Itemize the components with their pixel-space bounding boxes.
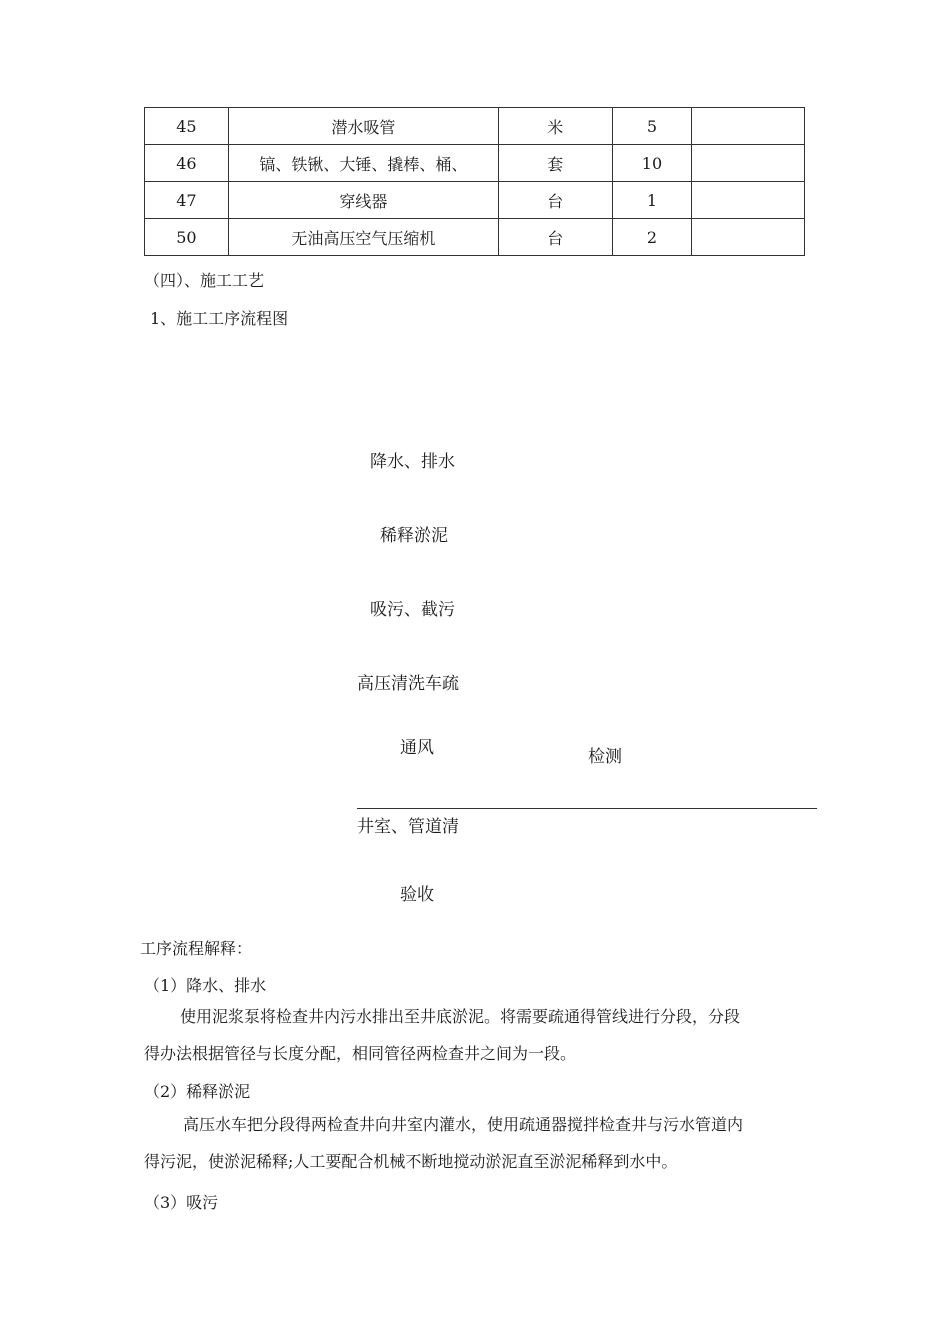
row-number: 47 <box>145 182 229 219</box>
equipment-unit: 套 <box>498 145 612 182</box>
row-number: 50 <box>145 219 229 256</box>
step-1-text-line-2: 得办法根据管径与长度分配，相同管径两检查井之间为一段。 <box>144 1044 577 1063</box>
flow-step-suction: 吸污、截污 <box>370 600 455 620</box>
row-number: 45 <box>145 108 229 145</box>
flow-step-dewatering: 降水、排水 <box>370 452 455 472</box>
equipment-unit: 台 <box>498 182 612 219</box>
equipment-name: 镐、铁锹、大锤、撬棒、桶、 <box>228 145 498 182</box>
flowchart-heading: 1、施工工序流程图 <box>150 309 289 328</box>
flow-step-jetting: 高压清洗车疏 <box>357 674 459 694</box>
equipment-note <box>692 108 805 145</box>
equipment-name: 穿线器 <box>228 182 498 219</box>
equipment-name: 潜水吸管 <box>228 108 498 145</box>
flow-step-ventilation: 通风 <box>400 738 434 758</box>
section-heading: （四）、施工工艺 <box>144 271 265 290</box>
equipment-note <box>692 182 805 219</box>
row-number: 46 <box>145 145 229 182</box>
step-1-text-line-1: 使用泥浆泵将检查井内污水排出至井底淤泥。将需要疏通得管线进行分段，分段 <box>180 1007 741 1026</box>
equipment-table <box>144 107 805 256</box>
flow-step-dilute-sludge: 稀释淤泥 <box>380 526 448 546</box>
table-row <box>145 219 805 256</box>
equipment-quantity: 1 <box>612 182 692 219</box>
equipment-unit: 台 <box>498 219 612 256</box>
equipment-note <box>692 219 805 256</box>
equipment-quantity: 5 <box>612 108 692 145</box>
step-2-text-line-2: 得污泥，使淤泥稀释;人工要配合机械不断地搅动淤泥直至淤泥稀释到水中。 <box>144 1152 678 1171</box>
step-2-text-line-1: 高压水车把分段得两检查井向井室内灌水，使用疏通器搅拌检查井与污水管道内 <box>183 1115 744 1134</box>
equipment-name: 无油高压空气压缩机 <box>228 219 498 256</box>
table-row <box>145 182 805 219</box>
explanation-title: 工序流程解释： <box>140 939 253 958</box>
flow-step-cleaning: 井室、管道清 <box>357 817 459 837</box>
step-1-title: （1）降水、排水 <box>144 976 267 995</box>
equipment-unit: 米 <box>498 108 612 145</box>
table-row <box>145 145 805 182</box>
flow-step-inspection: 检测 <box>588 747 622 767</box>
flow-step-acceptance: 验收 <box>400 885 434 905</box>
equipment-note <box>692 145 805 182</box>
flow-divider-line <box>357 808 817 809</box>
step-3-title: （3）吸污 <box>144 1193 219 1212</box>
equipment-quantity: 10 <box>612 145 692 182</box>
equipment-quantity: 2 <box>612 219 692 256</box>
step-2-title: （2）稀释淤泥 <box>144 1082 251 1101</box>
table-row <box>145 108 805 145</box>
